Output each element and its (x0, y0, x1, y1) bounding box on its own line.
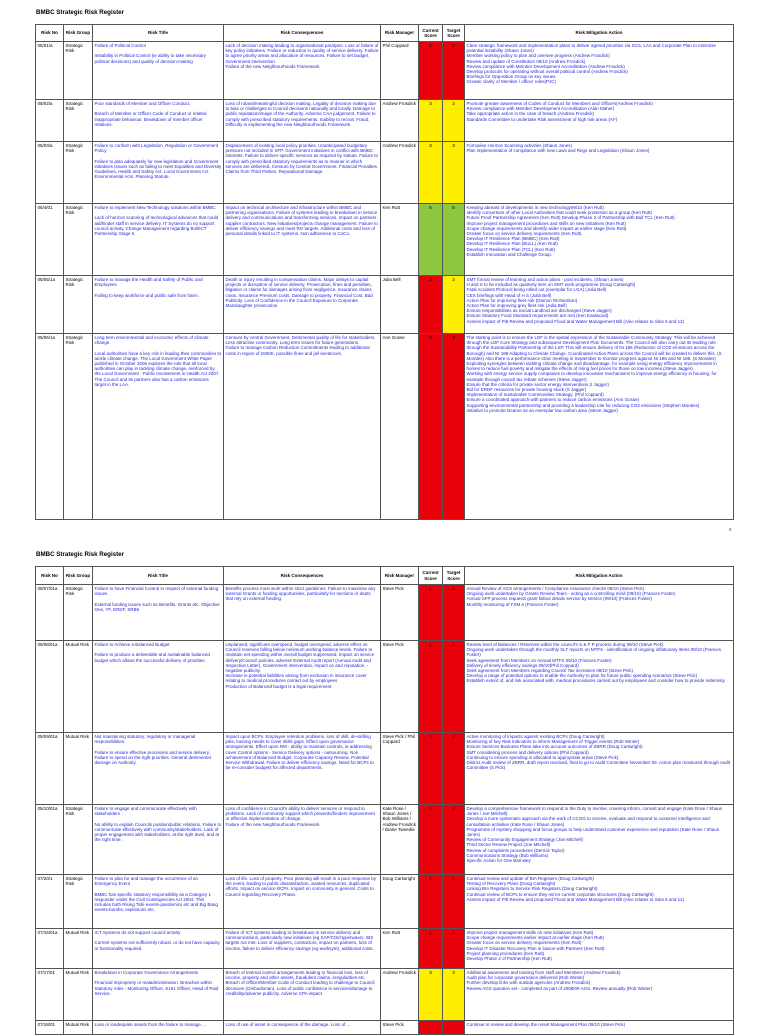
risk-register-table (35, 24, 734, 520)
risk-no-cell: 05/06/1a (36, 334, 64, 520)
risk-group-cell: Strategic Risk (64, 100, 93, 142)
risk-register-table (35, 566, 734, 1035)
risk-mitigation-cell: Continual review and update of BIA Registers (Doug Cartwright) Testing of Recovery Plans (Doug Cartwright) Linking BIA Registers to Service Risk Registers (Doug Cartwright) Continual review of BCPs to ensure they mirror current corporate structures (Doug Cartwright) Assess impact of Pitt Review and proposed Flood and Water Management Bill (Also relates to risks 6 and 12) (465, 875, 734, 929)
risk-mitigation-cell: Review level of Balances / Reserves within the council's S & F P process during 09/10 (Steve Pick) Ongoing work undertaken through the monthly SLT reports on MTFS - identification of ongoing inflationary items 09/10 (Frances Foster) Seek agreement from Members on Annual MTFS 09/10 (Frances Foster) Delivery of timely efficiency savings 09/10(Phil Coppard) Seek agreement from Members regarding Council Tax increases 09/10 (Steve Pick) Develop a range of potential options to enable the Authority to plan for future public spending scenarios (Steve Pick) Establish extent of, and risk associated with, medical procedures carried out by employees and consider how to provide indemnity (465, 641, 734, 733)
risk-group-cell: Mutual Risk (64, 929, 93, 969)
table-header-row (36, 567, 734, 585)
risk-consequences-cell: Impact upon BCPs. Employee retention problems, loss of skill, de-skilling jobs, training needs to cover skills gaps. Effect upon governance arrangements. Effect upon RM - ability to maintain controls, ie addressing cover Control options - Service Delivery options - outsourcing. Non achievement of Balanced Budget. Corporate Capacity Review. Potential Service Withdrawal. Failure to deliver efficiency savings. Need for BCPs to be re-consider budgets for affected departments. (224, 733, 381, 805)
risk-consequences-cell: Loss of robust/meaningful decision making. Legality of decision making due to bias or challenges to Council decisions nationally and locally. Damage to public reputation/image of the Authority. Adverse CAA judgement. Failure to comply with prescribed statutory requirements. Inability to recruit. Fraud. Difficulty in implementing the new Neighbourhoods Framework. (224, 100, 381, 142)
risk-group-cell: Strategic Risk (64, 42, 93, 100)
current-score-cell: 1 (419, 585, 443, 641)
table-row (36, 42, 734, 100)
risk-no-cell: 05/02/a (36, 100, 64, 142)
risk-manager-cell: Ann Gosse (381, 334, 419, 520)
table-row (36, 1021, 734, 1035)
header-risk-consequences: Risk Consequences (224, 567, 381, 585)
risk-consequences-cell: Loss of use of asset in consequence of the damage. Loss of ... (224, 1021, 381, 1035)
current-score-cell: 3 (419, 969, 443, 1021)
risk-mitigation-cell: Annual Review of AGS arrangements / Compliance Assurance checks 09/10 (Steve Pick) Ongoing work undertaken by Grants Review Team - acting as a controlling mind (09/10) (Frances Foster) Annual SFP process requests grant fallout details service by service (09/10) (Frances Foster) Monthly monitoring of FSM e (Frances Foster) (465, 585, 734, 641)
risk-group-cell: Strategic Risk (64, 805, 93, 875)
risk-consequences-cell: Death or injury resulting in compensation claims. Major delays to capital projects or disruption of service delivery. Prosecution, fines and penalties, litigation or claims for damages arising from negligence. Insurance claims costs. Insurance Premium costs. Damage to property. Financial Cost. Bad Publicity. Loss of Confidence in the Council Exposure to Corporate Manslaughter prosecution. (224, 276, 381, 334)
risk-group-cell: Mutual Risk (64, 733, 93, 805)
target-score-cell (443, 1021, 465, 1035)
header-risk-mitigation: Risk Mitigation Action (465, 25, 734, 42)
risk-group-cell: Strategic Risk (64, 204, 93, 276)
risk-title-cell: Long term environmental and economic effects of climate change. Local authorities have a key role in leading their communities to tackle climate change. The Local Government White Paper published in October 2006 explores the role that all local authorities can play in tackling climate change, reinforced by the Local Government - Public Involvement in Health Act 2007. The Council and its partners also has a carbon emissions target in the LAA. (93, 334, 224, 520)
risk-title-cell: Poor standards of Member and Officer Conduct. Breach of Member or Officer Code of Conduct or related inappropriate behaviour. Breakdown of member officer relations. (93, 100, 224, 142)
risk-group-cell: Strategic Risk (64, 334, 93, 520)
target-score-cell: 2 (443, 733, 465, 805)
header-risk-manager: Risk Manager (381, 25, 419, 42)
risk-manager-cell: Julia Bell (381, 276, 419, 334)
target-score-cell: 2 (443, 929, 465, 969)
risk-mitigation-cell: The starting point is to ensure the LDF is the spatial expression of the Sustainable Community Strategy. This will be achieved through the LDF Core Strategy and subsequent Development Plan Documents. The Council will also carry out its leading role through the Sustainability Partnership of the LSP. This will ensure delivery of NI 186 (Reduction of CO2 emissions across the Borough) and NI 188 Adapting to Climate Change. Coordinated Action Plans across the Council will be created to deliver this. (S Morales) Also there is a performance clinic meeting in September to monitor progress against NI 186 and NI 188. (S Morales) Exploiting synergies between tackling climate change and disadvantage, for example using energy efficiency improvements in homes to reduce fuel poverty and mitigate the effects of rising fuel prices for those on low incomes.(Steve Jagger) Working with energy service supply companies to develop innovative mechanisms to improve energy efficiency in housing, for example through council tax rebate schemes (Steve Jagger) Ensure that the criteria for private sector energy interventions (I Jagger) Bid for ERDF resources for private housing stock (S Jagger) Implementation of Sustainable Communities Strategy. (Phil Coppard) Ensure a coordinated approach with partners to reduce carbon emissions (Ann Gosse) Supporting environmental partnership and providing a leadership role for reducing CO2 emissions (Stephen Morales) Initiative to promote Dearne as an exemplar low carbon area (Steve Jagger) (465, 334, 734, 520)
risk-title-cell: ICT Systems do not support council activity Current systems not sufficiently robust, or do not have capacity or functionality required. (93, 929, 224, 969)
risk-mitigation-cell: Develop a comprehensive framework to respond to the Duty to involve, covering inform, consult and engage (Kate Rose / Shaun Jones / Joe Mitchell) Develop a more systematic approach via the work of CCOG to receive, evaluate and respond to customer intelligence and consultation activities (Kate Rose / Shaun Jones) Programme of mystery shopping and focus groups to help understand customer experience and reputation (Kate Rose / Shaun Jones) Review of Community Engagement Strategy (Joe Mitchell) Third Sector Review Project (Joe Mitchell) Review of complaints procedures (Derrick Taylor) Communications Strategy (Bob Williams) Specific Action for One Barnsley (465, 805, 734, 875)
table-row (36, 969, 734, 1021)
target-score-cell: 2 (443, 641, 465, 733)
risk-mitigation-cell: Continue to review and develop the Asset Management Plan 09/10 (Steve Pick) (465, 1021, 734, 1035)
page-title: BMBC Strategic Risk Register (36, 9, 125, 16)
table-row (36, 875, 734, 929)
risk-title-cell: Failure to manage the Health and Safety of Public and Employees Failing to keep workforce and public safe from harm. (93, 276, 224, 334)
risk-group-cell: Strategic Risk (64, 142, 93, 204)
risk-no-cell: 05/01/a (36, 42, 64, 100)
risk-title-cell: Failure to plan for and manage the occurrence of an Emergency Event BMBC has specific statutory responsibility as a Category 1 responder under the Civil Contingencies Act 2004. This includes both Rising Tide events-pandemics etc and Big Bang events-bombs, explosions etc. (93, 875, 224, 929)
header-risk-group: Risk Group (64, 25, 93, 42)
risk-title-cell: Failure to engage and communicate effectively with stakeholders No ability to explain Councils position/public relations. Failure to communicate effectively with community/stakeholders. Lack of proper engagement with stakeholders, at the right level, and at the right time. (93, 805, 224, 875)
risk-no-cell: 05/08/01a (36, 641, 64, 733)
risk-title-cell: Failure to conform with Legislation, Regulation or Government Policy Failure to plan adequately for new legislation and Government initiatives Issues such as failing to meet Equalities and Diversity Guidelines, Health and Safety Act. Local Government Act Environmental Acts. Planning Statute. (93, 142, 224, 204)
risk-no-cell: 07/20/1 (36, 875, 64, 929)
header-target-score: Target Score (443, 567, 465, 585)
current-score-cell: 6 (419, 204, 443, 276)
table-row (36, 334, 734, 520)
header-target-score: Target Score (443, 25, 465, 42)
risk-manager-cell: Phil Coppard (381, 42, 419, 100)
risk-mitigation-cell: Improve project management skills on new initiatives (Ken Rutt) Scope change requirements earlier impact at earlier stage (Ken Rutt) Greater focus on service delivery requirements (Ken Rutt) Develop IT Disaster Recovery Plan in liaison with Partners (Ken Rutt) Project planning procedures (Ken Rutt) Develop Phase 2 of Partnership (Ken Rutt) (465, 929, 734, 969)
risk-no-cell: 05/07/01a (36, 585, 64, 641)
target-score-cell: 6 (443, 204, 465, 276)
current-score-cell: 1 (419, 875, 443, 929)
risk-manager-cell: Ken Rutt (381, 929, 419, 969)
risk-mitigation-cell: Keeping abreast of developments in new technology09/10 (Ken Rutt) Identify consortium of other Local Authorities that could seek protection as a group (Ken Rutt) Future Proof Partnership Agreement (Ken Rutt) Develop Phase 2 of Partnership with Bull TCL (Ken Rutt) Improve project management procedures and skills on new initiatives (Ken Rutt) Scope change requirements and identify wider impact at earlier stage (Ken Rutt) Greater focus on service delivery requirements (Ken Rutt) Develop IT Resilience Plan (BMBC) (Ken Rutt) Develop IT Resilience Plan (BULL) (Ken Rutt) Develop IT Resilience Plan (TCL) (Ken Rutt) Establish Innovation and Challenge Group. (465, 204, 734, 276)
risk-group-cell: Strategic Risk (64, 875, 93, 929)
table-row (36, 805, 734, 875)
risk-title-cell: Failure to have Financial Control in respect of external funding issues External funding issues such as Benefits, Grants etc. Objective One, YF, ERDF, SRB6 (93, 585, 224, 641)
risk-title-cell: Not maintaining statutory, regulatory or managerial responsibilities. Failure to ensure effective processes and service delivery. Failure to spend on the right priorities. General detrimental damage on Authority. (93, 733, 224, 805)
target-score-cell: 3 (443, 142, 465, 204)
current-score-cell: 3 (419, 276, 443, 334)
table-row (36, 641, 734, 733)
header-risk-manager: Risk Manager (381, 567, 419, 585)
risk-mitigation-cell: Formalise Horizon Scanning activities (Shaun Jones) Plan implementation of compliance with new Laws and Regs and Legislation (Shaun Jones) (465, 142, 734, 204)
target-score-cell: 3 (443, 334, 465, 520)
header-risk-title: Risk Title (93, 25, 224, 42)
risk-consequences-cell: Loss of confidence in Council's ability to deliver services or respond to problems. Lack of community support which prevents/hinders improvement or effective implementation of change. Failure of the new Neighbourhoods Framework. (224, 805, 381, 875)
risk-manager-cell: Steve Pick (381, 641, 419, 733)
table-row (36, 733, 734, 805)
risk-manager-cell: Andrew Frosdick (381, 142, 419, 204)
table-header-row (36, 25, 734, 42)
table-row (36, 585, 734, 641)
target-score-cell: 2 (443, 875, 465, 929)
target-score-cell: 3 (443, 969, 465, 1021)
current-score-cell: 2 (419, 334, 443, 520)
page-title: BMBC Strategic Risk Register (36, 551, 125, 558)
risk-manager-cell: Ken Rutt (381, 204, 419, 276)
risk-title-cell: Failure to Achieve a Balanced Budget Failure to produce a deliverable and sustainable balanced budget which allows the successful delivery of priorities. (93, 641, 224, 733)
header-risk-mitigation: Risk Mitigation Action (465, 567, 734, 585)
risk-no-cell: 07/15/01a (36, 929, 64, 969)
risk-group-cell: Mutual Risk (64, 969, 93, 1021)
risk-consequences-cell: Failure of ICT systems leading to breakdown in service delivery and communications, particularly new initiatives (eg SAP/CIS/Hyperwave). IBS targets not met. Loss of suppliers, contractors, impact on partners, loss of income, failure to deliver efficiency savings (eg worksyte), additional costs. (224, 929, 381, 969)
header-current-score: Current Score (419, 25, 443, 42)
risk-consequences-cell: Lack of decision making leading to organisational paralysis. Loss or failure of key policy initiatives. Failure or reduction in quality of service delivery. Failure to agree priority areas and allocation of resources. Failure to set budget. Government intervention. Failure of the new Neighbourhoods Framework. (224, 42, 381, 100)
risk-manager-cell: Steve Pick (381, 1021, 419, 1035)
risk-mitigation-cell: Active monitoring of impacts against existing BCPs (Doug Cartwright) Monitoring of key Risk Indicators to inform Management of Trigger events (Rob Winter) Ensure Services Business Plans take into account outcomes of ZBRR (Doug Cartwright) SMT considering process and delivery options (Phil Coppard) Continuing to ensure spending is allocated to appropriate areas (Steve Pick) District Audit review of ZBRR, draft report received, final to go to Audit Committee November 09. Action plan monitored through Audit Committee (S Pick) (465, 733, 734, 805)
risk-title-cell: Breakdown in Corporate Governance Arrangements Financial impropriety or maladministration. Breaches within Statutory roles - Monitoring Officer, S151 Officer, Head of Paid Service. (93, 969, 224, 1021)
page-number: 6 (729, 527, 732, 532)
risk-manager-cell: Kate Rose / Shaun Jones / Bob Williams / Andrew Frosdick / Diane Tweedie (381, 805, 419, 875)
table-row (36, 204, 734, 276)
risk-consequences-cell: Censure by central Government. Detrimental quality of life for stakeholders. Less attractive community. Long term issues for future generations. Failure to manage Carbon Reduction Commitments leading to additional costs in region of £500K, possible fines and jail sentences. (224, 334, 381, 520)
risk-group-cell: Strategic Risk (64, 276, 93, 334)
risk-consequences-cell: Impact on technical architecture and infrastructure within BMBC and partnering organisations. Failure of systems leading to breakdown in service delivery and communications and transforming services. Impact on partners supplier contractors. New initiatives/projects change management. Failure to deliver efficiency savings and meet RO targets. Additional costs and loss of personal details linked to IT systems. Non adherence to CoCo. (224, 204, 381, 276)
current-score-cell (419, 1021, 443, 1035)
header-risk-title: Risk Title (93, 567, 224, 585)
risk-manager-cell: Andrew Frosdick (381, 100, 419, 142)
target-score-cell: 2 (443, 805, 465, 875)
header-current-score: Current Score (419, 567, 443, 585)
risk-mitigation-cell: SMT formal review of learning and action plans - post incidents. (Shaun Jones) H and S to be included as quarterly item on SMT work programme (Doug Cartwright) Fatal Accident Protocol being rolled out (exemplar for LGA) (Julia Bell) CEX briefings with Head of H S (Julia Bell) Action Plan for improving fleet risk (Damon Richardson) Action Plan for improving grey fleet risk (Julia Bell) Ensure responsibilities as Social Landlord are discharged (Steve Jagger) Ensure Statutory Food Standard requirements are met (Ken Eastwood) Assess impact of Pitt Review and proposed Flood and Water Management Bill (Also relates to risks 6 and 12) (465, 276, 734, 334)
current-score-cell: 3 (419, 142, 443, 204)
risk-mitigation-cell: Clear strategic framework and implementation plans to deliver agreed priorities via SCS, LAA and Corporate Plan to minimise potential instability (Shaun Jones) Member working policy to plan and oversee progress (Andrew Frosdick) Review and update of Constitution 09/10 (Andrew Frosdick) Review compliance with Member Development Accreditation (Andrew Frosdick) Develop protocols for operating without overall political control (Andrew Frosdick) Briefings for Opposition Group on key issues Greater clarity of Member / officer roles(PJC) (465, 42, 734, 100)
risk-title-cell: Loss or inadequate assets from the failure to manage ... (93, 1021, 224, 1035)
risk-group-cell: Mutual Risk (64, 641, 93, 733)
risk-consequences-cell: Unplanned, significant overspend, budget overspend, adverse effect on Council reserves falling below minimum working balance levels. Failure to maintain net spending within overall budget suppressed. Impact on service delivery/Council policies, adverse External Audit report (Annual Audit and Inspection Letter), Government intervention, impact on and reputation. - negative publicity. Increase in potential liabilities arising from exclusion in insurance cover relating to medical procedures carried out by employees Production of Balanced budget is a legal requirement (224, 641, 381, 733)
target-score-cell: 3 (443, 100, 465, 142)
target-score-cell: 3 (443, 276, 465, 334)
header-risk-no: Risk No (36, 25, 64, 42)
risk-title-cell: Failure of Political Control Instability in Political Control (ie ability to take necessary political decisions) and quality of decision-making (93, 42, 224, 100)
risk-group-cell: Mutual Risk (64, 1021, 93, 1035)
risk-consequences-cell: Benefits process must work within strict guidelines. Failure to maximise any external Grants or funding opportunities, particularly for sections or depts that rely on external funding. (224, 585, 381, 641)
risk-manager-cell: Steve Pick / Phil Coppard (381, 733, 419, 805)
risk-manager-cell: Andrew Frosdick (381, 969, 419, 1021)
current-score-cell: 1 (419, 733, 443, 805)
risk-no-cell: 05/05/1a (36, 276, 64, 334)
current-score-cell: 1 (419, 929, 443, 969)
risk-title-cell: Failure to implement New Technology solutions within BMBC Lack of horizon scanning of technological advances that could aid/hinder staff in service delivery. IT Systems do no support council activity. Change Management regarding Bull/ICT Partnership Stage II. (93, 204, 224, 276)
header-risk-group: Risk Group (64, 567, 93, 585)
current-score-cell: 3 (419, 100, 443, 142)
risk-no-cell: 05/09/01a (36, 733, 64, 805)
risk-consequences-cell: Breach of internal control arrangements leading to financial loss, loss of income, property and other assets, fraudulent claims, irregularities etc. Breach of Officer/Member Code of Conduct leading to challenge to Council decisions (Ombudsman). Loss of public confidence in services/damage to credibility/adverse publicity. Adverse CPA impact (224, 969, 381, 1021)
header-risk-no: Risk No (36, 567, 64, 585)
table-row (36, 100, 734, 142)
risk-no-cell: 05/10/01a (36, 805, 64, 875)
table-row (36, 142, 734, 204)
risk-manager-cell: Doug Cartwright (381, 875, 419, 929)
table-row (36, 929, 734, 969)
risk-manager-cell: Steve Pick (381, 585, 419, 641)
current-score-cell: 1 (419, 42, 443, 100)
risk-consequences-cell: Loss of life. Loss of property. Poor planning will result in a poor response by the event, leading to public dissatisfaction, wasted resources, duplicated efforts. Impact on service BCPs. Impact on community in general. Costs to Council regarding Recovery Phase. (224, 875, 381, 929)
risk-no-cell: 05/03/a (36, 142, 64, 204)
target-score-cell: 2 (443, 42, 465, 100)
current-score-cell: 1 (419, 805, 443, 875)
risk-consequences-cell: Displacement of existing local policy priorities. Unanticipated budgetary pressure not included in SFP. Government initiatives in conflict with BMBC interests. Failure to deliver specific services as required by statute. Failure to comply with prescribed statutory requirements as to manner in which services are delivered. Censure by Central Government. Financial Penalties. Claims from Third Parties. Reputational Damage. (224, 142, 381, 204)
current-score-cell: 1 (419, 641, 443, 733)
risk-mitigation-cell: Promote greater awareness of Codes of Conduct for Members and Officers(Andrew Frosdick) Review compliance with Member Development Accreditation (Alan Maher) Take appropriate action in the case of breach (Andrew Frosdick) Standards Committee to undertake Risk assessment of high risk areas (AF) (465, 100, 734, 142)
table-row (36, 276, 734, 334)
risk-no-cell: 07/17/01 (36, 969, 64, 1021)
target-score-cell: 2 (443, 585, 465, 641)
risk-no-cell: 07/18/01 (36, 1021, 64, 1035)
risk-mitigation-cell: Additional awareness and training from staff and Members (Andrew Frosdick) Audit plan for corporate governance delivered (Rob Winter) Further develop links with outside agencies (Andrew Frosdick) Review AGS question set - completed as part of 2008/09 AGS. Review annually (Rob Winter) (465, 969, 734, 1021)
risk-no-cell: 05/4/01 (36, 204, 64, 276)
risk-group-cell: Strategic Risk (64, 585, 93, 641)
header-risk-consequences: Risk Consequences (224, 25, 381, 42)
